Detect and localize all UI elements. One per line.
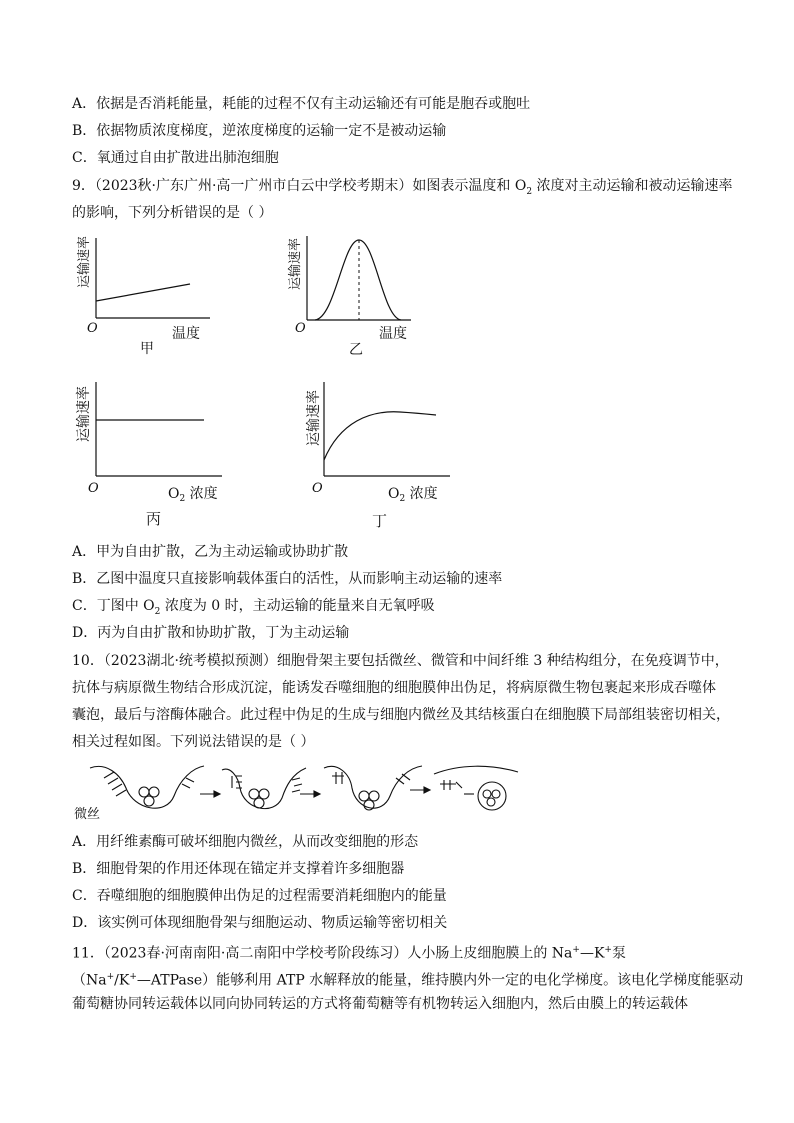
graph-yi-ylabel: 运输速率 bbox=[288, 237, 303, 290]
membrane-stage-4 bbox=[434, 766, 518, 774]
graph-yi-caption: 乙 bbox=[349, 342, 363, 358]
graph-jia-ylabel: 运输速率 bbox=[77, 235, 92, 288]
q10-stem-line4: 相关过程如图。下列说法错误的是（ ） bbox=[72, 734, 315, 750]
graph-yi-origin: O bbox=[295, 321, 306, 336]
graph-bing-ylabel: 运输速率 bbox=[76, 386, 92, 442]
arrow-1 bbox=[214, 791, 220, 797]
q9-option-a: A．甲为自由扩散，乙为主动运输或协助扩散 bbox=[72, 544, 349, 560]
q8-option-a: A．依据是否消耗能量，耗能的过程不仅有主动运输还有可能是胞吞或胞吐 bbox=[72, 96, 531, 112]
q10-stem-line3: 囊泡，最后与溶酶体融合。此过程中伪足的生成与细胞内微丝及其结核蛋白在细胞膜下局部组装密切相关， bbox=[72, 707, 730, 723]
q10-option-d: D．该实例可体现细胞骨架与细胞运动、物质运输等密切相关 bbox=[72, 915, 448, 931]
arrow-3 bbox=[424, 787, 430, 793]
pathogen-1a bbox=[139, 787, 149, 797]
graph-jia bbox=[70, 228, 220, 358]
graph-jia-origin: O bbox=[87, 321, 98, 336]
graph-ding-ylabel: 运输速率 bbox=[306, 390, 322, 446]
q10-option-a: A．用纤维素酶可破坏细胞内微丝，从而改变细胞的形态 bbox=[72, 834, 419, 850]
phagocytosis-figure bbox=[70, 760, 530, 822]
graph-bing-xlabel: $O_2$ 浓度 bbox=[168, 486, 218, 504]
graph-ding-curve bbox=[324, 412, 436, 460]
q9-option-c: C．丁图中 $O_2$ 浓度为 0 时，主动运输的能量来自无氧呼吸 bbox=[72, 598, 435, 617]
q11-stem-line1: 11．（2023春·河南南阳·高二南阳中学校考阶段练习）人小肠上皮细胞膜上的 Na+—K+泵 bbox=[72, 945, 626, 962]
membrane-stage-1 bbox=[90, 766, 204, 808]
graph-jia-xlabel: 温度 bbox=[172, 326, 200, 342]
graph-yi-curve bbox=[315, 240, 401, 320]
graph-yi-xlabel: 温度 bbox=[379, 326, 407, 342]
q11-stem-line2: （Na+/K+—ATPase）能够利用 ATP 水解释放的能量，维持膜内外一定的电化学梯度。该电化学梯度能驱动 bbox=[72, 972, 744, 989]
graph-bing-caption: 丙 bbox=[146, 510, 162, 528]
graph-bing bbox=[72, 372, 242, 532]
graph-ding-origin: O bbox=[312, 481, 323, 496]
q8-option-b: B．依据物质浓度梯度，逆浓度梯度的运输一定不是被动运输 bbox=[72, 123, 447, 139]
graph-bing-origin: O bbox=[88, 481, 99, 496]
graph-jia-caption: 甲 bbox=[140, 341, 154, 357]
graph-ding-caption: 丁 bbox=[372, 512, 388, 530]
q9-option-b: B．乙图中温度只直接影响载体蛋白的活性，从而影响主动运输的速率 bbox=[72, 571, 503, 587]
q10-option-c: C．吞噬细胞的细胞膜伸出伪足的过程需要消耗细胞内的能量 bbox=[72, 888, 447, 904]
graph-ding-xlabel: $O_2$ 浓度 bbox=[388, 486, 438, 504]
q11-stem-line3: 葡萄糖协同转运载体以同向协同转运的方式将葡萄糖等有机物转运入细胞内，然后由膜上的转运载体 bbox=[72, 996, 688, 1012]
q10-stem-line2: 抗体与病原微生物结合形成沉淀，能诱发吞噬细胞的细胞膜伸出伪足，将病原微生物包裹起来形成吞噬体 bbox=[72, 680, 716, 696]
arrow-2 bbox=[314, 791, 320, 797]
graph-ding bbox=[300, 372, 470, 532]
microfilament-label: 微丝 bbox=[74, 807, 101, 822]
q9-stem-line2: 的影响，下列分析错误的是（ ） bbox=[72, 205, 273, 221]
graph-yi bbox=[283, 228, 433, 358]
q10-stem-line1: 10．（2023湖北·统考模拟预测）细胞骨架主要包括微丝、微管和中间纤维 3 种结构组分，在免疫调节中， bbox=[72, 653, 729, 669]
microfilament-stage-1 bbox=[104, 772, 126, 796]
q8-option-c: C．氧通过自由扩散进出肺泡细胞 bbox=[72, 150, 279, 166]
q9-option-d: D．丙为自由扩散和协助扩散，丁为主动运输 bbox=[72, 625, 350, 641]
q9-stem-line1: 9．（2023秋·广东广州·高一广州市白云中学校考期末）如图表示温度和 $O_2$ 浓度对主动运输和被动运输速率 bbox=[72, 178, 733, 197]
graph-jia-curve bbox=[96, 284, 190, 301]
q10-option-b: B．细胞骨架的作用还体现在锚定并支撑着许多细胞器 bbox=[72, 861, 405, 877]
